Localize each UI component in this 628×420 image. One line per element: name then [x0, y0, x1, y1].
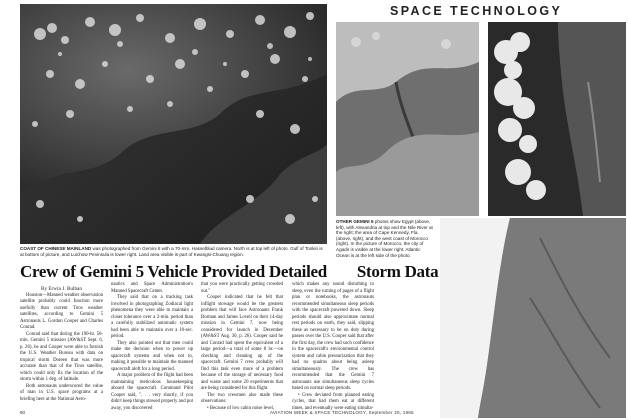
photo-morocco — [440, 218, 626, 418]
paragraph: They also pointed out that men could make the decision when to power up spacecraft systems and when not to, making it possible to maintain the manned spacecraft aloft for a long period. — [111, 340, 193, 372]
caption-main-lead: COAST OF CHINESE MAINLAND — [20, 246, 92, 251]
caption-other-photos — [336, 219, 434, 258]
section-title: SPACE TECHNOLOGY — [390, 4, 563, 18]
paragraph: Conrad said that during the 190-hr. 56-min. Gemini 5 mission (AW&ST Sept. 6, p. 26), he and Cooper were able to furnish the U.S. Weather Bureau with data on tropical storm Doreen that was more accurate than that of the Tiros satellite, which could only fix the location of the storm within 1 deg. of latitude. — [20, 331, 103, 382]
headline-part2: Storm Data — [356, 262, 439, 281]
paragraph: They said that on a tracking task involved in photographing Zodiacal light phenomena they were able to maintain a closer tolerance over a 2-min. period than a carefully stabilized automatic system had been able to maintain over a 10-sec. period. — [111, 295, 193, 339]
paragraph: Houston—Manned weather observation satellite probably could function more usefully than current Tiros weather satellites, according to Gemini 5 Astronauts L. Gordon Cooper and Charles Conrad. — [20, 292, 103, 330]
caption-right-text: photos show Egypt (above, left), with Alexandria at top and the Nile River at the right; the area of Cape Kennedy, Fla. (above, right), and the west coast of Morocco (right). In the picture of Morocco, the city of Agadir is visible at the lower right. Atlantic Ocean is at the left side of the photo. — [336, 219, 433, 258]
photo-cape-kennedy — [488, 22, 626, 216]
publication-line: AVIATION WEEK & SPACE TECHNOLOGY, September 20, 1965 — [270, 410, 414, 415]
caption-main — [20, 246, 327, 257]
paragraph: which makes any sound disturbing to sleep, even the turning of pages of a flight plan or notebooks, the astronauts recommended simultaneous sleep periods with the spacecraft powered down. Sleep periods should also approximate normal rest periods on earth, they said, slipping these as necessary to be on duty during passes over the U.S. Cooper said that after the first day, the crew had such confidence in the spacecraft's environmental control system and cabin pressurization that they had no qualms about being asleep simultaneously. The crew has recommended that the Gemini 7 astronauts use simultaneous sleep cycles based on normal sleep periods. — [292, 282, 374, 391]
paragraph: A major problem of the flight had been maintaining meticulous housekeeping aboard the spacecraft. Command Pilot Cooper said, ". . . very shortly, if you didn't keep things stowed properly and put away, you discovered — [111, 373, 193, 411]
photo-egypt — [336, 22, 479, 216]
article-column-2 — [111, 282, 193, 412]
paragraph: that you were practically getting crowded out." — [201, 282, 283, 294]
paragraph: Both astronauts underscored the value of man in U.S. space programs at a briefing here at the National Aero- — [20, 383, 103, 402]
paragraph: • Because of low cabin noise level, — [207, 405, 275, 411]
headline-part1: Crew of Gemini 5 Vehicle Provided Detailed — [20, 262, 327, 281]
caption-main-text: was photographed from Gemini 5 with a 70-mm. Hasselblad camera. North is at top left of photo. Gulf of Tonkin is at bottom of picture, and Luichow Peninsula is lower right. Land area visible is part of Kwangsi-Chuang region. — [20, 246, 323, 257]
article-column-4 — [292, 282, 374, 412]
article-column-3 — [201, 282, 283, 412]
article-column-1 — [20, 286, 103, 403]
photo-chinese-coast — [20, 4, 327, 244]
page-number: 60 — [20, 410, 26, 415]
byline: By Erwin J. Bulban — [41, 286, 82, 292]
paragraph: Cooper indicated that he felt that inflight stowage would be the greatest problem that will face Astronauts Frank Borman and James Lovell on their 14-day mission in Gemini 7, now being considered for launch in December (AW&ST Aug. 30, p. 26). Cooper said he and Conrad had spent the equivalent of a large period—a total of some 8 hr.—on checking and cleaning up of the spacecraft. Gemini 7 crew probably will find this task even more of a problem because of the storage of necessary food and waste and some 20 experiments that are being considered for this flight. — [201, 295, 283, 391]
paragraph: • Crew deviated from planned eating cycles, that had them eat at different times, and eventually were eating simulta- — [292, 392, 374, 411]
article-headline — [20, 262, 440, 282]
paragraph: nautics and Space Administration's Manned Spacecraft Center. — [111, 282, 193, 294]
paragraph: The two crewmen also made these observations: — [201, 392, 283, 404]
caption-right-lead: OTHER GEMINI 5 — [336, 219, 374, 224]
